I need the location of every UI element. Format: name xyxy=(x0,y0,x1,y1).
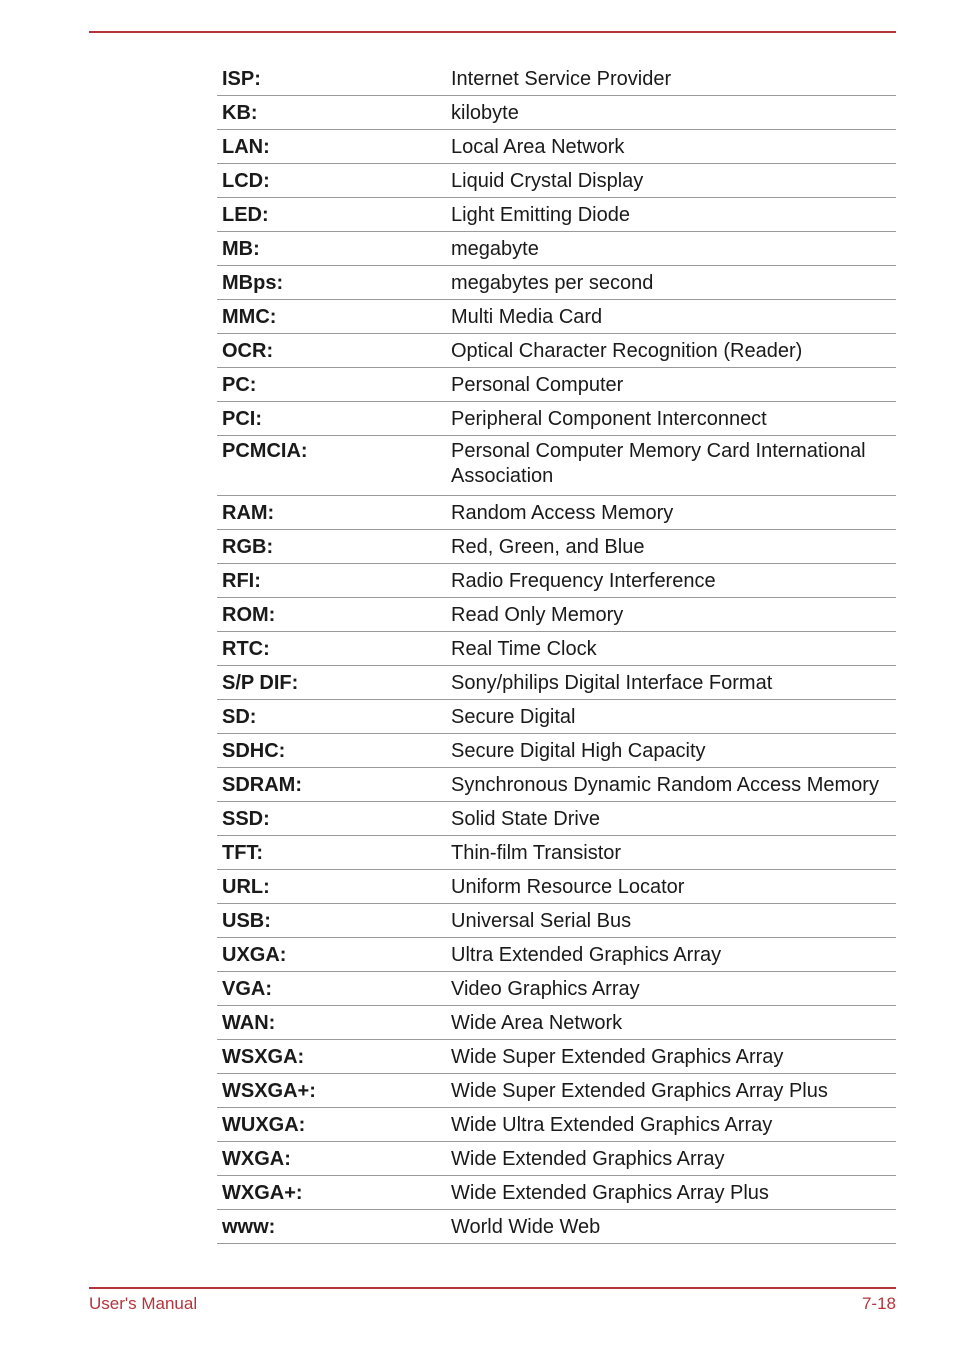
glossary-row xyxy=(217,334,896,368)
glossary-definition: Sony/philips Digital Interface Format xyxy=(441,666,896,700)
glossary-row xyxy=(217,666,896,700)
glossary-definition: Liquid Crystal Display xyxy=(441,164,896,198)
glossary-term: WAN: xyxy=(217,1006,441,1040)
glossary-term: LAN: xyxy=(217,130,441,164)
glossary-row xyxy=(217,198,896,232)
glossary-term: MMC: xyxy=(217,300,441,334)
glossary-term: SDRAM: xyxy=(217,768,441,802)
glossary-row xyxy=(217,1210,896,1244)
glossary-row xyxy=(217,266,896,300)
glossary-term: ROM: xyxy=(217,598,441,632)
glossary-definition: megabyte xyxy=(441,232,896,266)
glossary-row xyxy=(217,802,896,836)
glossary-definition: kilobyte xyxy=(441,96,896,130)
glossary-row xyxy=(217,632,896,666)
glossary-definition: Wide Extended Graphics Array xyxy=(441,1142,896,1176)
glossary-definition: Radio Frequency Interference xyxy=(441,564,896,598)
header-rule xyxy=(89,31,896,33)
glossary-row xyxy=(217,904,896,938)
glossary-term: WSXGA+: xyxy=(217,1074,441,1108)
glossary-term: USB: xyxy=(217,904,441,938)
glossary-term: URL: xyxy=(217,870,441,904)
glossary-term: LED: xyxy=(217,198,441,232)
glossary-definition: Wide Extended Graphics Array Plus xyxy=(441,1176,896,1210)
glossary-definition: Thin-film Transistor xyxy=(441,836,896,870)
glossary-term: KB: xyxy=(217,96,441,130)
glossary-definition: Wide Ultra Extended Graphics Array xyxy=(441,1108,896,1142)
glossary-term: VGA: xyxy=(217,972,441,1006)
glossary-term: WXGA: xyxy=(217,1142,441,1176)
glossary-row xyxy=(217,1074,896,1108)
glossary-term: PCMCIA: xyxy=(217,436,441,496)
glossary-definition: megabytes per second xyxy=(441,266,896,300)
glossary-definition: Solid State Drive xyxy=(441,802,896,836)
glossary-definition: Light Emitting Diode xyxy=(441,198,896,232)
glossary-term: WUXGA: xyxy=(217,1108,441,1142)
glossary-definition: Secure Digital High Capacity xyxy=(441,734,896,768)
glossary-definition: Wide Area Network xyxy=(441,1006,896,1040)
glossary-row xyxy=(217,130,896,164)
glossary-definition: Optical Character Recognition (Reader) xyxy=(441,334,896,368)
glossary-term: PCI: xyxy=(217,402,441,436)
glossary-row xyxy=(217,164,896,198)
glossary-definition: Synchronous Dynamic Random Access Memory xyxy=(441,768,896,802)
glossary-row xyxy=(217,1176,896,1210)
glossary-row xyxy=(217,700,896,734)
glossary-term: RFI: xyxy=(217,564,441,598)
glossary-row xyxy=(217,62,896,96)
glossary-row xyxy=(217,436,896,496)
glossary-term: www: xyxy=(217,1210,441,1244)
glossary-term: WXGA+: xyxy=(217,1176,441,1210)
glossary-term: MB: xyxy=(217,232,441,266)
glossary-row xyxy=(217,1040,896,1074)
glossary-body xyxy=(217,62,896,1244)
glossary-definition: Local Area Network xyxy=(441,130,896,164)
glossary-row xyxy=(217,734,896,768)
glossary-term: RTC: xyxy=(217,632,441,666)
glossary-row xyxy=(217,564,896,598)
footer-title: User's Manual xyxy=(89,1294,198,1313)
glossary-row xyxy=(217,938,896,972)
glossary-definition: Read Only Memory xyxy=(441,598,896,632)
glossary-term: WSXGA: xyxy=(217,1040,441,1074)
glossary-term: S/P DIF: xyxy=(217,666,441,700)
glossary-definition: Random Access Memory xyxy=(441,496,896,530)
glossary-row xyxy=(217,496,896,530)
glossary-table xyxy=(217,62,896,1244)
glossary-row xyxy=(217,870,896,904)
footer-page-number: 7-18 xyxy=(861,1294,896,1313)
glossary-definition: World Wide Web xyxy=(441,1210,896,1244)
glossary-definition: Red, Green, and Blue xyxy=(441,530,896,564)
glossary-row xyxy=(217,530,896,564)
glossary-row xyxy=(217,232,896,266)
glossary-row xyxy=(217,1108,896,1142)
glossary-row xyxy=(217,836,896,870)
glossary-term: SD: xyxy=(217,700,441,734)
glossary-definition: Personal Computer Memory Card International Association xyxy=(441,436,896,496)
glossary-row xyxy=(217,1142,896,1176)
glossary-definition: Peripheral Component Interconnect xyxy=(441,402,896,436)
glossary-term: MBps: xyxy=(217,266,441,300)
glossary-definition: Universal Serial Bus xyxy=(441,904,896,938)
glossary-term: TFT: xyxy=(217,836,441,870)
glossary-definition: Wide Super Extended Graphics Array Plus xyxy=(441,1074,896,1108)
glossary-row xyxy=(217,1006,896,1040)
glossary-term: UXGA: xyxy=(217,938,441,972)
glossary-definition: Wide Super Extended Graphics Array xyxy=(441,1040,896,1074)
glossary-definition: Ultra Extended Graphics Array xyxy=(441,938,896,972)
glossary-row xyxy=(217,96,896,130)
glossary-term: OCR: xyxy=(217,334,441,368)
glossary-definition: Video Graphics Array xyxy=(441,972,896,1006)
glossary-definition: Internet Service Provider xyxy=(441,62,896,96)
glossary-term: SSD: xyxy=(217,802,441,836)
glossary-term: SDHC: xyxy=(217,734,441,768)
glossary-definition: Uniform Resource Locator xyxy=(441,870,896,904)
glossary-row xyxy=(217,402,896,436)
glossary-row xyxy=(217,972,896,1006)
glossary-term: ISP: xyxy=(217,62,441,96)
footer-rule xyxy=(89,1287,896,1289)
glossary-definition: Personal Computer xyxy=(441,368,896,402)
glossary-term: PC: xyxy=(217,368,441,402)
glossary-term: RGB: xyxy=(217,530,441,564)
glossary-term: RAM: xyxy=(217,496,441,530)
glossary-row xyxy=(217,768,896,802)
glossary-row xyxy=(217,300,896,334)
glossary-definition: Multi Media Card xyxy=(441,300,896,334)
glossary-row xyxy=(217,598,896,632)
glossary-term: LCD: xyxy=(217,164,441,198)
glossary-row xyxy=(217,368,896,402)
glossary-definition: Real Time Clock xyxy=(441,632,896,666)
glossary-definition: Secure Digital xyxy=(441,700,896,734)
